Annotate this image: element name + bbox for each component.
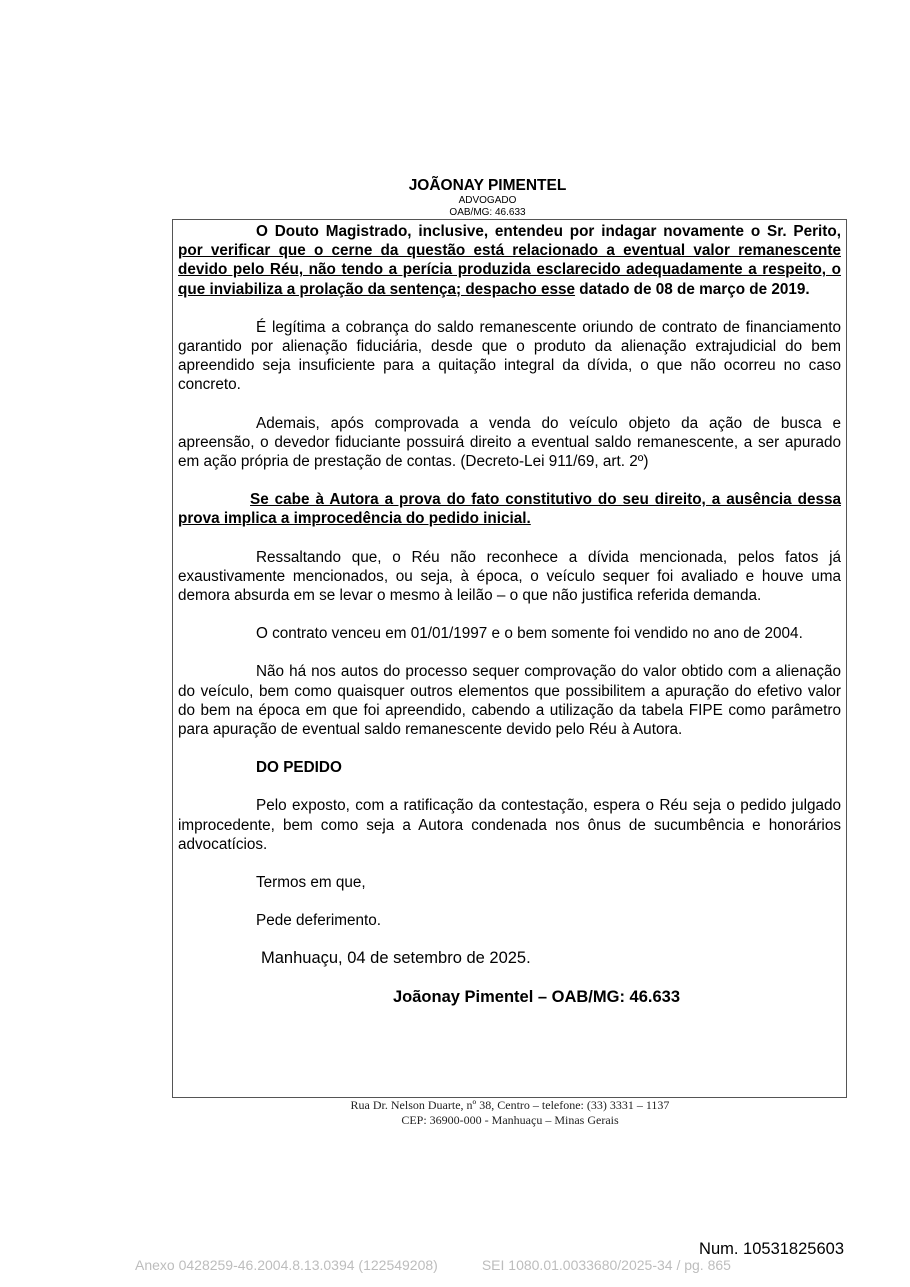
paragraph-1 — [178, 222, 841, 299]
place-date: Manhuaçu, 04 de setembro de 2025. — [261, 949, 531, 968]
footer — [0, 1098, 910, 1128]
paragraph-7: Não há nos autos do processo sequer comprovação do valor obtido com a alienação do veículo, bem como quaisquer outros elementos que possibilitem a apuração do efetivo valor do bem na época em que foi apreendido, cabendo a utilização da tabela FIPE como parâmetro para apuração de eventual saldo remanescente devido pelo Réu à Autora. — [178, 663, 841, 739]
paragraph-8: Pelo exposto, com a ratificação da contestação, espera o Réu seja o pedido julgado improcedente, bem como seja a Autora condenada nos ônus de sucumbência e honorários advocatícios. — [178, 797, 841, 853]
annex-reference: Anexo 0428259-46.2004.8.13.0394 (122549208) — [135, 1257, 438, 1273]
letterhead — [0, 177, 910, 219]
lawyer-oab: OAB/MG: 46.633 — [449, 207, 526, 218]
closing-2: Pede deferimento. — [256, 912, 382, 930]
closing-1: Termos em que, — [256, 874, 366, 892]
p1-underline: por verificar que o cerne da questão está relacionado a eventual valor remanescente devido pelo Réu, não tendo a perícia produzida esclarecido adequadamente a respeito, o que inviabiliza a prolação da sentença; despacho esse — [178, 242, 841, 298]
document-number: Num. 10531825603 — [699, 1240, 844, 1258]
footer-cep: CEP: 36900-000 - Manhuaçu – Minas Gerais — [401, 1113, 619, 1127]
p1-tail: datado de 08 de março de 2019. — [575, 280, 810, 298]
paragraph-3: Ademais, após comprovada a venda do veículo objeto da ação de busca e apreensão, o devedor fiduciante possuirá direito a eventual saldo remanescente, a ser apurado em ação própria de prestação de contas. (Decreto-Lei 911/69, art. 2º) — [178, 414, 841, 471]
footer-address: Rua Dr. Nelson Duarte, nº 38, Centro – telefone: (33) 3331 – 1137 — [350, 1098, 670, 1112]
paragraph-2: É legítima a cobrança do saldo remanescente oriundo de contrato de financiamento garantido por alienação fiduciária, desde que o produto da alienação extrajudicial do bem apreendido seja insuficiente para a quitação integral da dívida, o que não ocorreu no caso concreto. — [178, 318, 841, 394]
paragraph-5: Ressaltando que, o Réu não reconhece a dívida mencionada, pelos fatos já exaustivamente mencionados, ou seja, à época, o veículo sequer foi avaliado e houve uma demora absurda em se levar o mesmo à leilão – o que não justifica referida demanda. — [178, 548, 841, 605]
paragraph-4: Se cabe à Autora a prova do fato constitutivo do seu direito, a ausência dessa prova implica a improcedência do pedido inicial. — [178, 491, 841, 528]
sei-reference: SEI 1080.01.0033680/2025-34 / pg. 865 — [481, 1257, 731, 1273]
p1-bold: O Douto Magistrado, inclusive, entendeu por indagar novamente o Sr. Perito, — [256, 223, 841, 240]
annex-stamp — [135, 1257, 731, 1273]
section-title: DO PEDIDO — [256, 759, 342, 777]
lawyer-name: JOÃONAY PIMENTEL — [408, 177, 567, 194]
document-body — [178, 222, 841, 1026]
signature: Joãonay Pimentel – OAB/MG: 46.633 — [392, 987, 681, 1006]
lawyer-role: ADVOGADO — [458, 195, 517, 206]
paragraph-6: O contrato venceu em 01/01/1997 e o bem somente foi vendido no ano de 2004. — [256, 625, 803, 643]
